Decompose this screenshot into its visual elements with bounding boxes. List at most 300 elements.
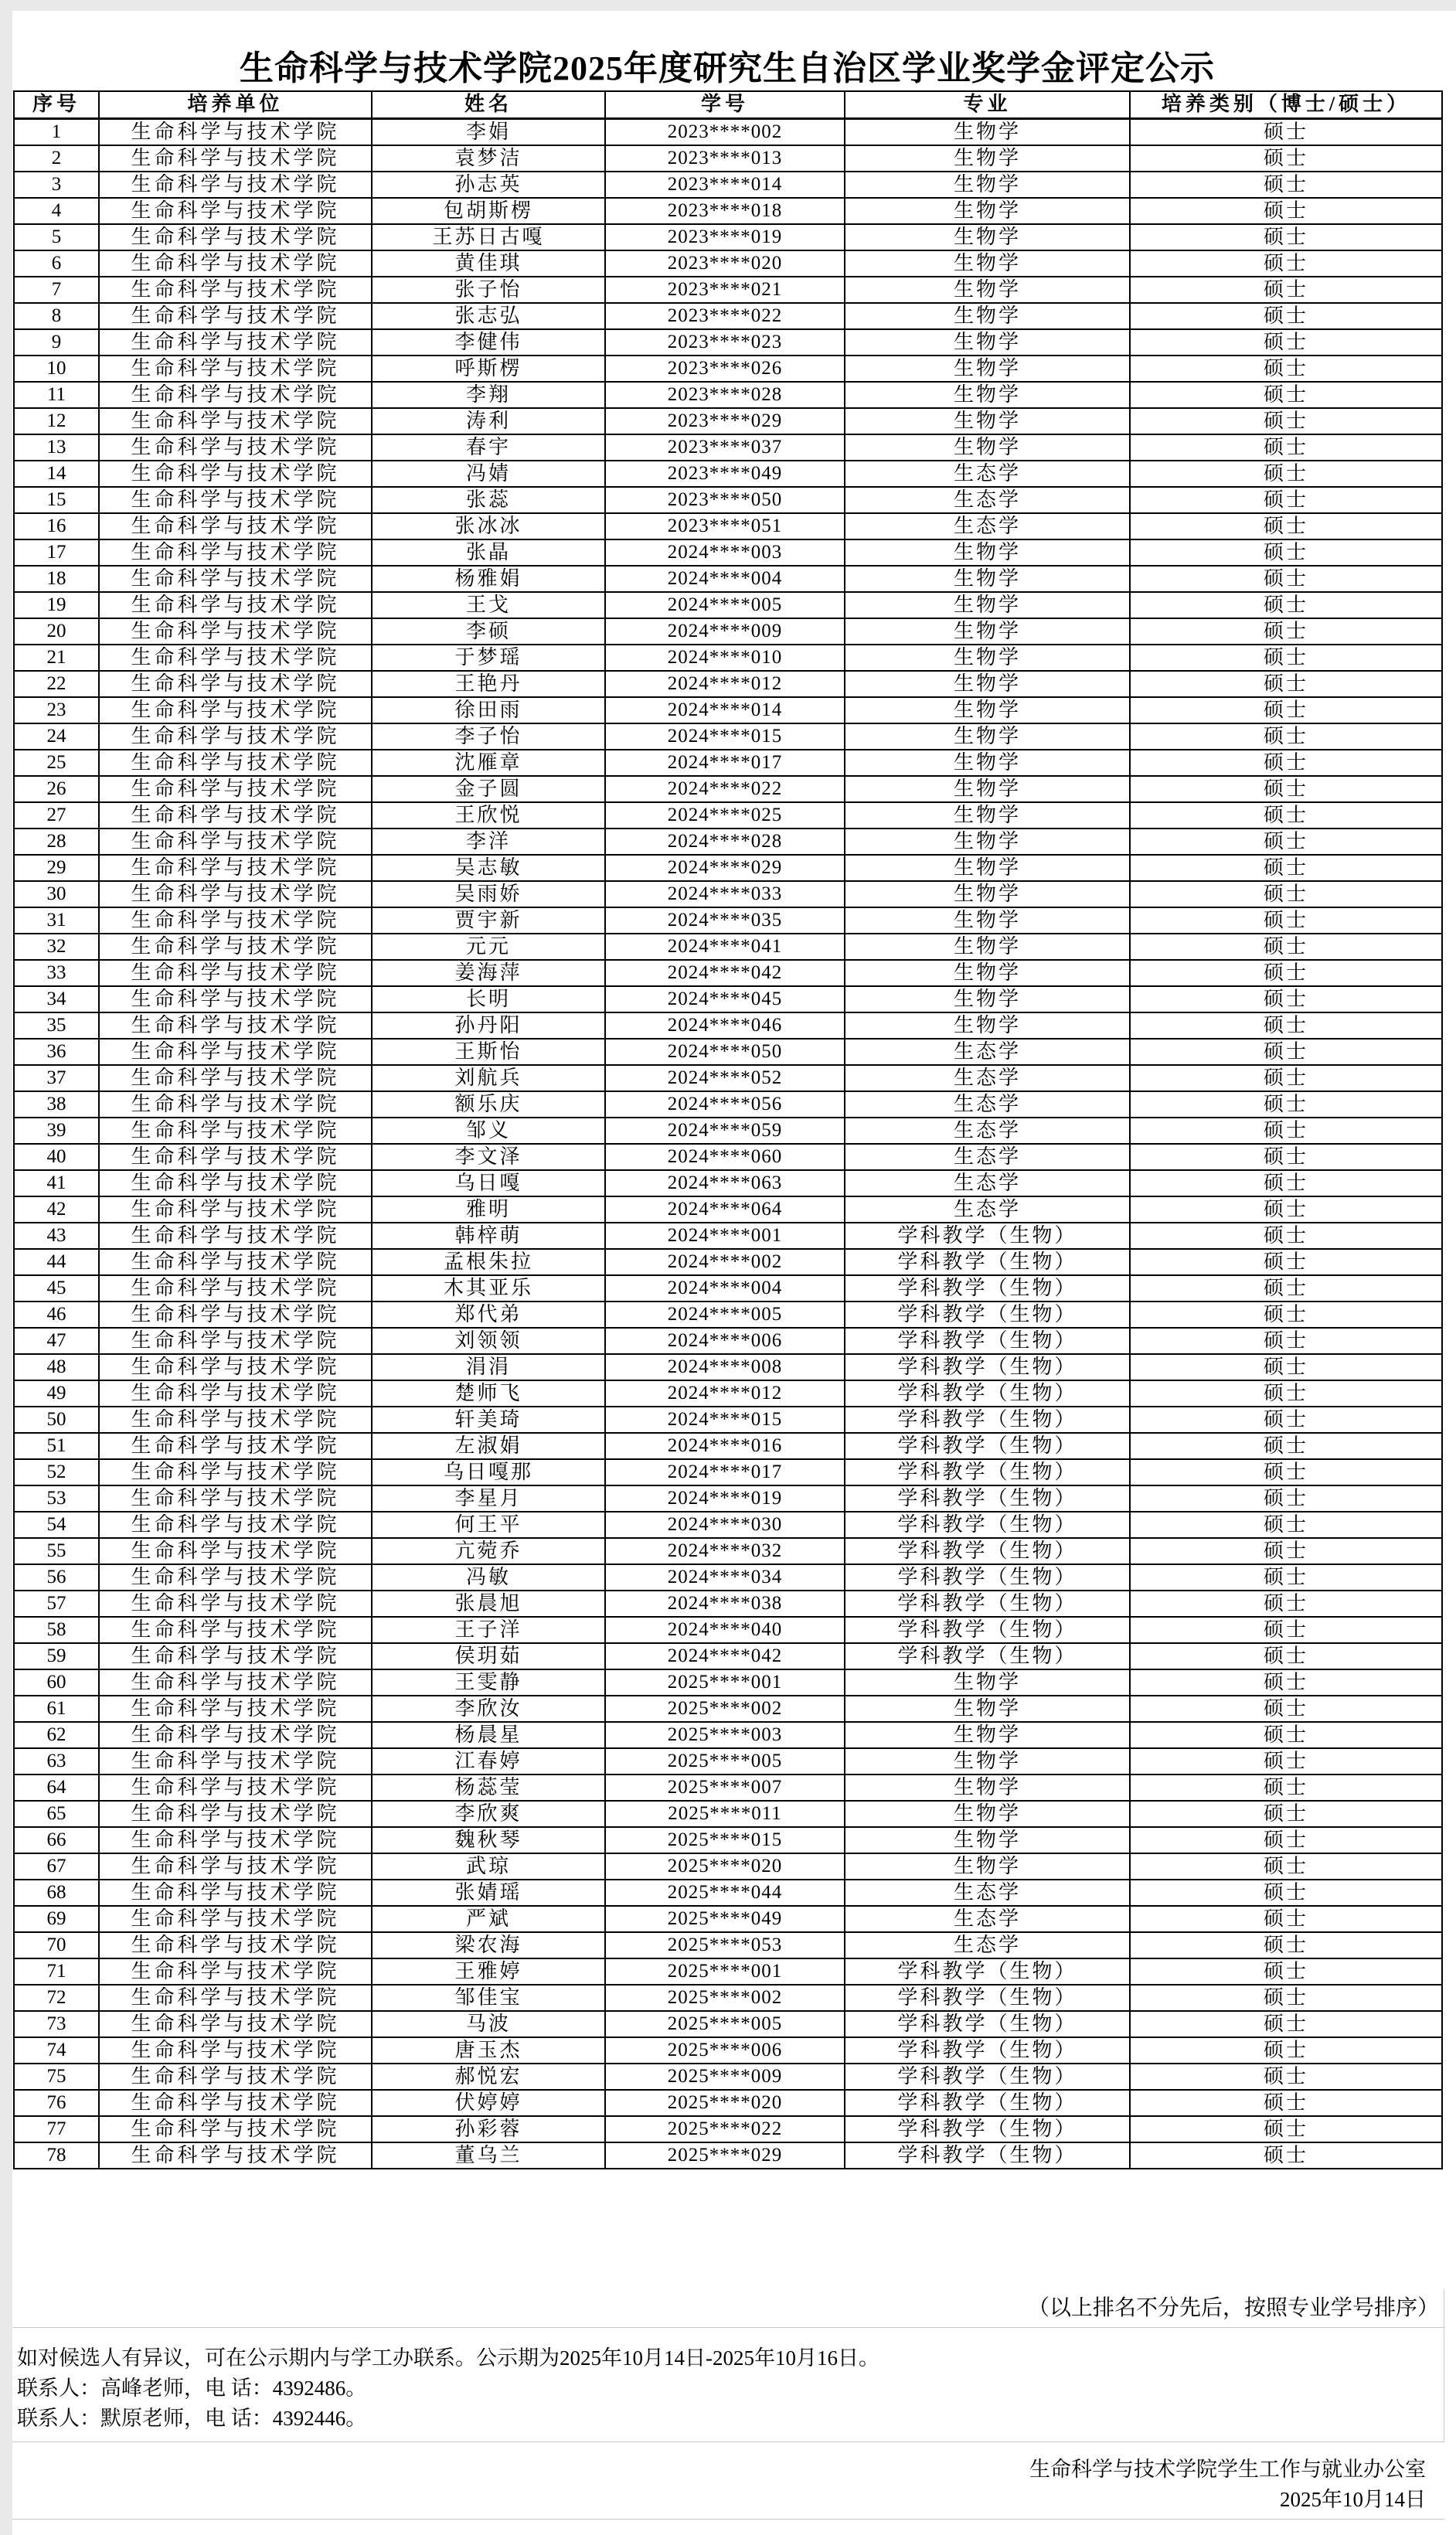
cell-seq: 58 [14, 1617, 99, 1643]
cell-seq: 15 [14, 487, 99, 513]
cell-unit: 生命科学与技术学院 [99, 566, 372, 592]
cell-name: 严斌 [372, 1906, 605, 1932]
cell-name: 吴志敏 [372, 855, 605, 881]
cell-category: 硕士 [1130, 1985, 1442, 2011]
table-row [14, 1512, 1442, 1538]
cell-category: 硕士 [1130, 592, 1442, 618]
cell-unit: 生命科学与技术学院 [99, 592, 372, 618]
cell-category: 硕士 [1130, 618, 1442, 645]
cell-seq: 17 [14, 539, 99, 566]
cell-unit: 生命科学与技术学院 [99, 434, 372, 461]
cell-seq: 33 [14, 960, 99, 986]
cell-unit: 生命科学与技术学院 [99, 1906, 372, 1932]
cell-name: 李洋 [372, 829, 605, 855]
cell-student-id: 2024****017 [605, 750, 845, 776]
cell-seq: 9 [14, 329, 99, 356]
cell-unit: 生命科学与技术学院 [99, 1407, 372, 1433]
cell-name: 王雅婷 [372, 1958, 605, 1985]
cell-category: 硕士 [1130, 566, 1442, 592]
cell-major: 生物学 [845, 855, 1130, 881]
cell-major: 生物学 [845, 1722, 1130, 1748]
cell-unit: 生命科学与技术学院 [99, 1512, 372, 1538]
cell-student-id: 2024****008 [605, 1354, 845, 1380]
cell-student-id: 2025****029 [605, 2142, 845, 2169]
cell-unit: 生命科学与技术学院 [99, 1801, 372, 1827]
cell-major: 生物学 [845, 408, 1130, 434]
cell-category: 硕士 [1130, 855, 1442, 881]
cell-seq: 64 [14, 1774, 99, 1801]
cell-seq: 8 [14, 303, 99, 329]
cell-student-id: 2023****022 [605, 303, 845, 329]
cell-major: 生物学 [845, 198, 1130, 224]
cell-student-id: 2024****041 [605, 934, 845, 960]
cell-student-id: 2024****016 [605, 1433, 845, 1459]
cell-category: 硕士 [1130, 461, 1442, 487]
table-header-row [14, 91, 1442, 118]
cell-major: 生态学 [845, 487, 1130, 513]
cell-unit: 生命科学与技术学院 [99, 539, 372, 566]
cell-unit: 生命科学与技术学院 [99, 2090, 372, 2116]
cell-category: 硕士 [1130, 1144, 1442, 1170]
table-row [14, 1985, 1442, 2011]
table-row [14, 1328, 1442, 1354]
table-row [14, 1722, 1442, 1748]
cell-unit: 生命科学与技术学院 [99, 1091, 372, 1118]
cell-unit: 生命科学与技术学院 [99, 1380, 372, 1407]
cell-name: 李文泽 [372, 1144, 605, 1170]
cell-student-id: 2024****010 [605, 645, 845, 671]
cell-category: 硕士 [1130, 697, 1442, 723]
table-row [14, 408, 1442, 434]
cell-name: 王雯静 [372, 1669, 605, 1696]
cell-unit: 生命科学与技术学院 [99, 198, 372, 224]
cell-seq: 69 [14, 1906, 99, 1932]
cell-major: 生物学 [845, 960, 1130, 986]
cell-student-id: 2024****005 [605, 592, 845, 618]
cell-major: 生物学 [845, 1827, 1130, 1853]
cell-major: 生物学 [845, 539, 1130, 566]
cell-unit: 生命科学与技术学院 [99, 2011, 372, 2037]
cell-student-id: 2025****001 [605, 1958, 845, 1985]
cell-major: 生物学 [845, 1801, 1130, 1827]
cell-student-id: 2024****001 [605, 1223, 845, 1249]
table-row [14, 1144, 1442, 1170]
cell-student-id: 2024****009 [605, 618, 845, 645]
cell-category: 硕士 [1130, 118, 1442, 145]
cell-category: 硕士 [1130, 145, 1442, 172]
cell-unit: 生命科学与技术学院 [99, 881, 372, 907]
table-row [14, 1958, 1442, 1985]
cell-student-id: 2024****063 [605, 1170, 845, 1196]
table-row [14, 145, 1442, 172]
cell-seq: 20 [14, 618, 99, 645]
table-row [14, 802, 1442, 829]
signature-date: 2025年10月14日 [1280, 2488, 1426, 2511]
cell-category: 硕士 [1130, 1669, 1442, 1696]
cell-major: 学科教学（生物） [845, 1538, 1130, 1564]
cell-unit: 生命科学与技术学院 [99, 618, 372, 645]
cell-student-id: 2024****019 [605, 1485, 845, 1512]
cell-unit: 生命科学与技术学院 [99, 329, 372, 356]
cell-student-id: 2025****006 [605, 2037, 845, 2064]
cell-major: 生物学 [845, 382, 1130, 408]
cell-category: 硕士 [1130, 1407, 1442, 1433]
cell-major: 生态学 [845, 1196, 1130, 1223]
table-row [14, 2037, 1442, 2064]
cell-major: 生物学 [845, 224, 1130, 250]
cell-unit: 生命科学与技术学院 [99, 1065, 372, 1091]
cell-student-id: 2025****009 [605, 2064, 845, 2090]
cell-category: 硕士 [1130, 1564, 1442, 1591]
cell-seq: 49 [14, 1380, 99, 1407]
cell-unit: 生命科学与技术学院 [99, 513, 372, 539]
cell-category: 硕士 [1130, 1512, 1442, 1538]
cell-category: 硕士 [1130, 1617, 1442, 1643]
cell-seq: 61 [14, 1696, 99, 1722]
cell-name: 亢菀乔 [372, 1538, 605, 1564]
cell-major: 生物学 [845, 802, 1130, 829]
cell-category: 硕士 [1130, 434, 1442, 461]
cell-major: 学科教学（生物） [845, 2116, 1130, 2142]
cell-student-id: 2024****030 [605, 1512, 845, 1538]
cell-student-id: 2024****059 [605, 1118, 845, 1144]
cell-seq: 37 [14, 1065, 99, 1091]
table-row [14, 329, 1442, 356]
cell-name: 孟根朱拉 [372, 1249, 605, 1275]
cell-category: 硕士 [1130, 1774, 1442, 1801]
cell-category: 硕士 [1130, 224, 1442, 250]
cell-name: 刘领领 [372, 1328, 605, 1354]
cell-name: 轩美琦 [372, 1407, 605, 1433]
cell-category: 硕士 [1130, 960, 1442, 986]
document-sheet [12, 11, 1456, 2535]
cell-name: 邹佳宝 [372, 1985, 605, 2011]
cell-name: 杨蕊莹 [372, 1774, 605, 1801]
cell-major: 生物学 [845, 250, 1130, 277]
cell-student-id: 2025****001 [605, 1669, 845, 1696]
cell-name: 额乐庆 [372, 1091, 605, 1118]
cell-seq: 11 [14, 382, 99, 408]
cell-unit: 生命科学与技术学院 [99, 1617, 372, 1643]
cell-category: 硕士 [1130, 934, 1442, 960]
cell-category: 硕士 [1130, 1591, 1442, 1617]
cell-seq: 25 [14, 750, 99, 776]
cell-unit: 生命科学与技术学院 [99, 671, 372, 697]
table-row [14, 487, 1442, 513]
cell-seq: 47 [14, 1328, 99, 1354]
cell-name: 董乌兰 [372, 2142, 605, 2169]
cell-seq: 46 [14, 1302, 99, 1328]
table-row [14, 1906, 1442, 1932]
cell-seq: 27 [14, 802, 99, 829]
cell-seq: 32 [14, 934, 99, 960]
table-row [14, 1643, 1442, 1669]
cell-name: 左淑娟 [372, 1433, 605, 1459]
cell-seq: 41 [14, 1170, 99, 1196]
cell-category: 硕士 [1130, 829, 1442, 855]
cell-seq: 75 [14, 2064, 99, 2090]
cell-major: 学科教学（生物） [845, 1223, 1130, 1249]
cell-student-id: 2025****020 [605, 2090, 845, 2116]
cell-seq: 72 [14, 1985, 99, 2011]
table-row [14, 1669, 1442, 1696]
column-header-category: 培养类别（博士/硕士） [1130, 91, 1442, 118]
cell-name: 韩梓萌 [372, 1223, 605, 1249]
table-row [14, 671, 1442, 697]
cell-seq: 42 [14, 1196, 99, 1223]
cell-category: 硕士 [1130, 1328, 1442, 1354]
cell-major: 生物学 [845, 303, 1130, 329]
table-row [14, 1748, 1442, 1774]
cell-unit: 生命科学与技术学院 [99, 145, 372, 172]
cell-unit: 生命科学与技术学院 [99, 1118, 372, 1144]
cell-unit: 生命科学与技术学院 [99, 855, 372, 881]
cell-major: 生物学 [845, 671, 1130, 697]
table-row [14, 1302, 1442, 1328]
cell-seq: 55 [14, 1538, 99, 1564]
cell-category: 硕士 [1130, 1170, 1442, 1196]
cell-category: 硕士 [1130, 1118, 1442, 1144]
cell-category: 硕士 [1130, 2142, 1442, 2169]
cell-category: 硕士 [1130, 277, 1442, 303]
cell-major: 学科教学（生物） [845, 1407, 1130, 1433]
cell-student-id: 2024****014 [605, 697, 845, 723]
cell-unit: 生命科学与技术学院 [99, 1485, 372, 1512]
cell-unit: 生命科学与技术学院 [99, 2037, 372, 2064]
cell-student-id: 2025****044 [605, 1880, 845, 1906]
cell-major: 生物学 [845, 434, 1130, 461]
cell-unit: 生命科学与技术学院 [99, 1880, 372, 1906]
cell-category: 硕士 [1130, 1827, 1442, 1853]
cell-seq: 24 [14, 723, 99, 750]
cell-major: 生物学 [845, 1696, 1130, 1722]
table-row [14, 855, 1442, 881]
cell-category: 硕士 [1130, 1853, 1442, 1880]
cell-student-id: 2023****018 [605, 198, 845, 224]
cell-seq: 3 [14, 172, 99, 198]
table-row [14, 618, 1442, 645]
cell-category: 硕士 [1130, 1380, 1442, 1407]
cell-name: 郑代弟 [372, 1302, 605, 1328]
table-row [14, 2064, 1442, 2090]
cell-major: 生态学 [845, 1932, 1130, 1958]
cell-major: 生物学 [845, 172, 1130, 198]
cell-seq: 67 [14, 1853, 99, 1880]
cell-name: 杨雅娟 [372, 566, 605, 592]
table-row [14, 2142, 1442, 2169]
cell-student-id: 2024****033 [605, 881, 845, 907]
cell-name: 冯敏 [372, 1564, 605, 1591]
cell-name: 于梦瑶 [372, 645, 605, 671]
table-row [14, 1853, 1442, 1880]
cell-student-id: 2024****003 [605, 539, 845, 566]
cell-name: 李星月 [372, 1485, 605, 1512]
table-row [14, 118, 1442, 145]
cell-student-id: 2025****005 [605, 2011, 845, 2037]
cell-unit: 生命科学与技术学院 [99, 1223, 372, 1249]
cell-category: 硕士 [1130, 1196, 1442, 1223]
cell-student-id: 2023****050 [605, 487, 845, 513]
table-row [14, 566, 1442, 592]
cell-seq: 44 [14, 1249, 99, 1275]
table-row [14, 1459, 1442, 1485]
cell-name: 孙丹阳 [372, 1012, 605, 1039]
cell-major: 学科教学（生物） [845, 1617, 1130, 1643]
cell-major: 生物学 [845, 829, 1130, 855]
cell-category: 硕士 [1130, 1748, 1442, 1774]
cell-seq: 78 [14, 2142, 99, 2169]
cell-seq: 68 [14, 1880, 99, 1906]
cell-seq: 43 [14, 1223, 99, 1249]
cell-student-id: 2023****029 [605, 408, 845, 434]
cell-major: 生物学 [845, 907, 1130, 934]
cell-category: 硕士 [1130, 1538, 1442, 1564]
table-row [14, 1196, 1442, 1223]
contact-line-1: 联系人：高峰老师，电 话：4392486。 [17, 2377, 367, 2400]
cell-student-id: 2024****056 [605, 1091, 845, 1118]
table-row [14, 198, 1442, 224]
cell-name: 李子怡 [372, 723, 605, 750]
column-header-seq: 序号 [14, 91, 99, 118]
cell-student-id: 2024****050 [605, 1039, 845, 1065]
cell-major: 学科教学（生物） [845, 1459, 1130, 1485]
cell-name: 郝悦宏 [372, 2064, 605, 2090]
table-row [14, 434, 1442, 461]
cell-name: 乌日嘎 [372, 1170, 605, 1196]
cell-student-id: 2024****012 [605, 671, 845, 697]
cell-name: 王苏日古嘎 [372, 224, 605, 250]
cell-major: 学科教学（生物） [845, 2011, 1130, 2037]
cell-student-id: 2025****002 [605, 1696, 845, 1722]
table-row [14, 1380, 1442, 1407]
cell-category: 硕士 [1130, 1275, 1442, 1302]
cell-name: 马波 [372, 2011, 605, 2037]
cell-seq: 10 [14, 356, 99, 382]
table-row [14, 461, 1442, 487]
table-row [14, 986, 1442, 1012]
cell-name: 雅明 [372, 1196, 605, 1223]
table-row [14, 1407, 1442, 1433]
cell-unit: 生命科学与技术学院 [99, 1459, 372, 1485]
table-row [14, 1617, 1442, 1643]
cell-seq: 5 [14, 224, 99, 250]
cell-student-id: 2023****020 [605, 250, 845, 277]
cell-name: 张冰冰 [372, 513, 605, 539]
cell-category: 硕士 [1130, 487, 1442, 513]
cell-name: 长明 [372, 986, 605, 1012]
table-row [14, 1801, 1442, 1827]
scholarship-table [13, 90, 1443, 2169]
cell-major: 生态学 [845, 1880, 1130, 1906]
cell-unit: 生命科学与技术学院 [99, 750, 372, 776]
cell-student-id: 2023****037 [605, 434, 845, 461]
cell-name: 张志弘 [372, 303, 605, 329]
cell-name: 邹义 [372, 1118, 605, 1144]
cell-major: 生物学 [845, 145, 1130, 172]
cell-student-id: 2024****028 [605, 829, 845, 855]
cell-student-id: 2023****014 [605, 172, 845, 198]
table-row [14, 172, 1442, 198]
table-row [14, 224, 1442, 250]
cell-unit: 生命科学与技术学院 [99, 172, 372, 198]
cell-unit: 生命科学与技术学院 [99, 1958, 372, 1985]
cell-student-id: 2024****045 [605, 986, 845, 1012]
cell-major: 学科教学（生物） [845, 1302, 1130, 1328]
cell-seq: 28 [14, 829, 99, 855]
cell-major: 生态学 [845, 1144, 1130, 1170]
cell-seq: 16 [14, 513, 99, 539]
cell-student-id: 2025****022 [605, 2116, 845, 2142]
cell-major: 生物学 [845, 1774, 1130, 1801]
table-row [14, 1591, 1442, 1617]
cell-major: 学科教学（生物） [845, 1249, 1130, 1275]
table-row [14, 934, 1442, 960]
table-row [14, 1012, 1442, 1039]
table-row [14, 2090, 1442, 2116]
cell-seq: 40 [14, 1144, 99, 1170]
cell-unit: 生命科学与技术学院 [99, 829, 372, 855]
cell-student-id: 2024****015 [605, 1407, 845, 1433]
cell-seq: 6 [14, 250, 99, 277]
cell-seq: 59 [14, 1643, 99, 1669]
cell-major: 学科教学（生物） [845, 1591, 1130, 1617]
cell-student-id: 2024****034 [605, 1564, 845, 1591]
cell-major: 生物学 [845, 329, 1130, 356]
cell-name: 呼斯楞 [372, 356, 605, 382]
cell-seq: 2 [14, 145, 99, 172]
cell-category: 硕士 [1130, 2064, 1442, 2090]
cell-seq: 22 [14, 671, 99, 697]
cell-category: 硕士 [1130, 1012, 1442, 1039]
cell-student-id: 2025****053 [605, 1932, 845, 1958]
cell-major: 学科教学（生物） [845, 2142, 1130, 2169]
cell-student-id: 2023****028 [605, 382, 845, 408]
table-row [14, 697, 1442, 723]
cell-seq: 57 [14, 1591, 99, 1617]
cell-unit: 生命科学与技术学院 [99, 645, 372, 671]
table-row [14, 881, 1442, 907]
table-row [14, 960, 1442, 986]
cell-student-id: 2025****020 [605, 1853, 845, 1880]
cell-major: 生物学 [845, 1748, 1130, 1774]
cell-seq: 7 [14, 277, 99, 303]
cell-unit: 生命科学与技术学院 [99, 1433, 372, 1459]
objection-notice-block [12, 2328, 1444, 2442]
cell-seq: 76 [14, 2090, 99, 2116]
cell-unit: 生命科学与技术学院 [99, 723, 372, 750]
cell-unit: 生命科学与技术学院 [99, 382, 372, 408]
cell-category: 硕士 [1130, 303, 1442, 329]
cell-name: 江春婷 [372, 1748, 605, 1774]
table-row [14, 1564, 1442, 1591]
cell-seq: 52 [14, 1459, 99, 1485]
cell-major: 生物学 [845, 277, 1130, 303]
cell-major: 生态学 [845, 461, 1130, 487]
table-row [14, 513, 1442, 539]
cell-name: 张子怡 [372, 277, 605, 303]
cell-category: 硕士 [1130, 1091, 1442, 1118]
cell-unit: 生命科学与技术学院 [99, 356, 372, 382]
cell-category: 硕士 [1130, 776, 1442, 802]
cell-name: 刘航兵 [372, 1065, 605, 1091]
cell-unit: 生命科学与技术学院 [99, 1538, 372, 1564]
cell-category: 硕士 [1130, 329, 1442, 356]
cell-seq: 74 [14, 2037, 99, 2064]
cell-name: 春宇 [372, 434, 605, 461]
cell-category: 硕士 [1130, 1223, 1442, 1249]
cell-student-id: 2024****052 [605, 1065, 845, 1091]
cell-unit: 生命科学与技术学院 [99, 1696, 372, 1722]
